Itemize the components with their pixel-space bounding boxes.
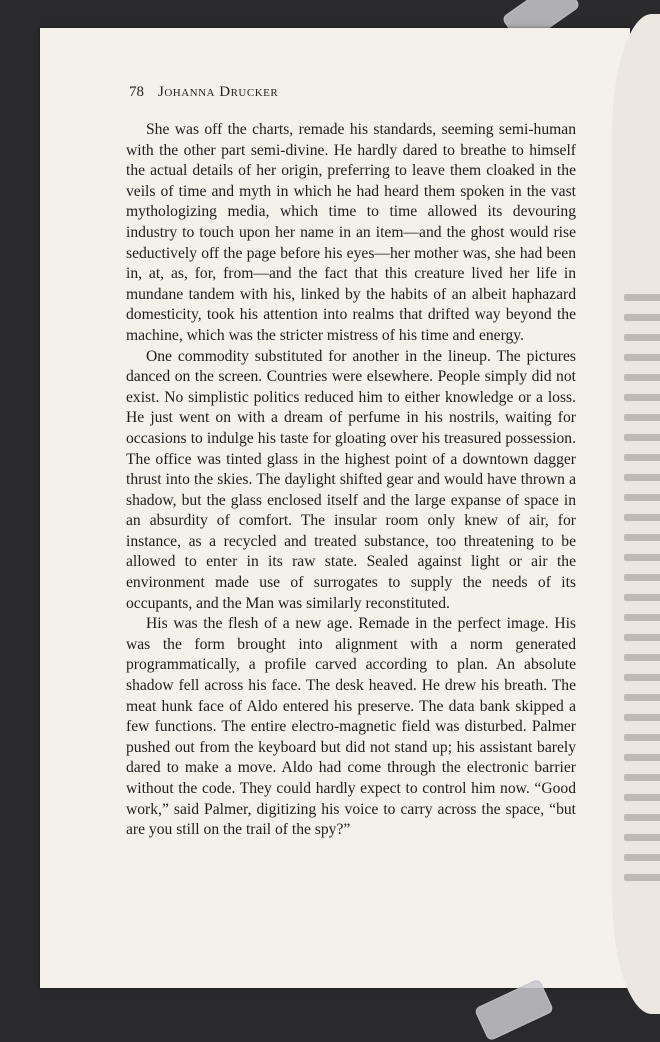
paragraph-1: She was off the charts, remade his standards, seeming semi-human with the other part semi-divine. He hardly dared to breathe to himself the actual details of her origin, preferring to leave them cloaked in the veils of time and myth in which he had heard them spoken in the vast mythologizing media, which time to time allowed its devouring industry to touch upon her name in an item—and the ghost would rise seductively off the page before his eyes—her mother was, she had been in, at, as, for, from—and the fact that this creature lived her life in mundane tandem with his, linked by the habits of an albeit haphazard domesticity, took his attention into realms that drifted way beyond the machine, which was the stricter mistress of his time and energy. (126, 121, 576, 344)
paragraph-2: One commodity substituted for another in the lineup. The pictures danced on the screen. Countries were elsewhere. People simply did not exist. No simplistic politics reduced him to either knowledge or a loss. He just went on with a dream of perfume in his nostrils, waiting for occasions to indulge his taste for gloating over his treasured possession. The office was tinted glass in the highest point of a downtown dagger thrust into the skies. The daylight shifted gear and would have thrown a shadow, but the glass enclosed itself and the large expanse of space in an absurdity of comfort. The insular room only knew of air, for instance, as a recycled and treated substance, too threatening to be allowed to enter in its raw state. Sealed against light or air the environment made use of surrogates to supply the needs of its occupants, and the Man was similarly reconstituted. (126, 347, 576, 612)
page-number: 78 (129, 84, 144, 100)
paragraph-3: His was the flesh of a new age. Remade in the perfect image. His was the form brought into alignment with a norm generated programmatically, a profile carved according to plan. An absolute shadow fell across his face. The desk heaved. He drew his breath. The meat hunk face of Aldo entered his preserve. The data bank skipped a few functions. The entire electro-magnetic field was disturbed. Palmer pushed out from the keyboard but did not stand up; his assistant barely dared to make a move. Aldo had come through the electronic barrier without the code. They could hardly expect to control him now. “Good work,” said Palmer, digitizing his voice to carry across the space, “but are you still on the trail of the spy?” (126, 615, 576, 839)
facing-page-text-bleed (624, 294, 660, 894)
running-header (129, 84, 278, 101)
running-header-author: Johanna Drucker (158, 84, 279, 100)
facing-page-edge (612, 14, 660, 1014)
body-text (126, 120, 576, 841)
